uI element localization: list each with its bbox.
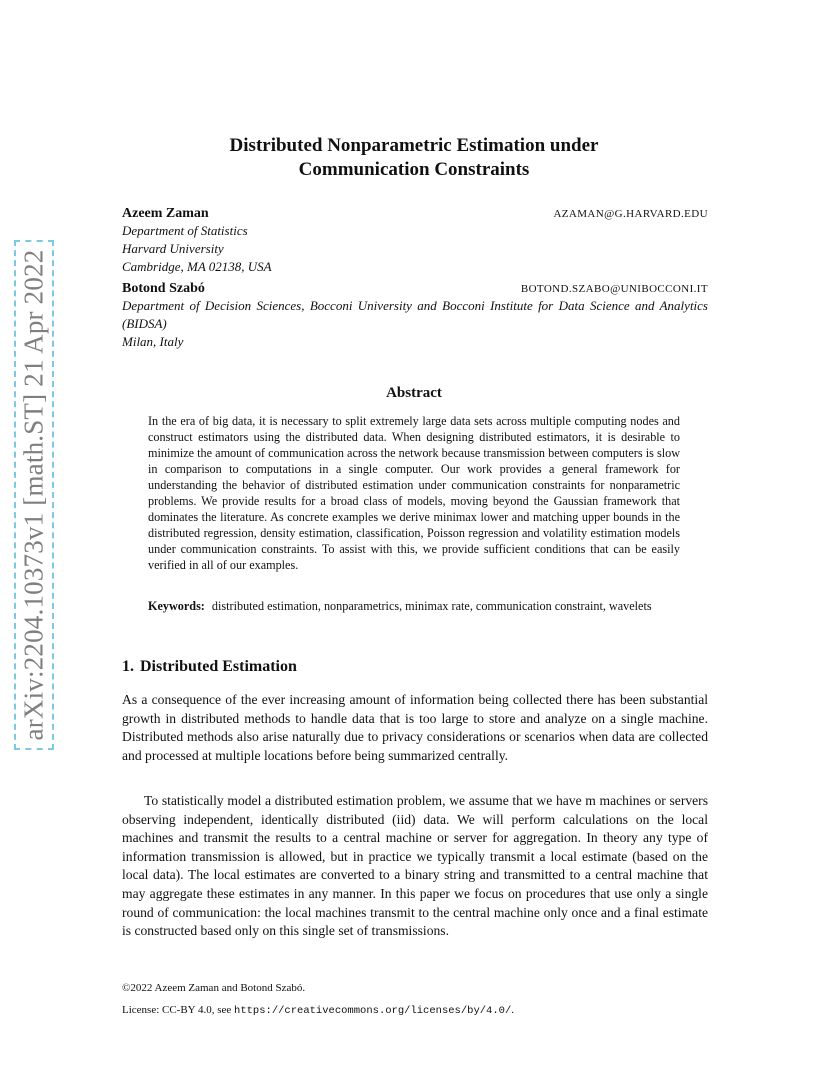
paper-title-line-2: Communication Constraints [298,159,530,180]
author-name: Azeem Zaman [122,206,209,221]
author-affiliation: Harvard University [122,241,224,256]
author-affiliation: Department of Statistics [122,223,248,238]
body-paragraph-2: To statistically model a distributed estimation problem, we assume that we have m machines or servers observing independent, identically distributed (iid) data. We will perform calculations on the local machines and transmit the results to a central machine or server for aggregation. In theory any type of information transmission is allowed, but in practice we typically transmit a local estimate (based on the local data). The local estimates are converted to a binary string and transmitted to a central machine that may aggregate these estimates in any manner. In this paper we focus on procedures that use only a single round of communication: the local machines transmit to the central machine only once and a final estimate is constructed based only on this single set of transmissions. [122,793,708,939]
license-notice [122,1004,708,1017]
paper-title [0,134,828,182]
author-email[interactable]: BOTOND.SZABO@UNIBOCCONI.IT [520,283,708,295]
abstract-heading: Abstract [386,385,442,401]
arxiv-stamp [14,240,54,750]
license-link[interactable]: https://creativecommons.org/licenses/by/4.0/ [234,1005,512,1017]
author-affiliation: Cambridge, MA 02138, USA [122,259,272,274]
author-affiliation: Milan, Italy [122,334,184,349]
section-title: Distributed Estimation [140,658,297,675]
keywords-label: Keywords: [148,599,205,613]
license-prefix: License: CC-BY 4.0, see [122,1004,235,1016]
license-suffix: . [511,1004,515,1016]
author-block-1 [122,206,708,276]
body-paragraph-1: As a consequence of the ever increasing amount of information being collected there has been substantial growth in distributed methods to handle data that is too large to store and analyze on a single machine. Distributed methods also arise naturally due to privacy considerations or scenarios when data are collected and processed at multiple locations before being summarized centrally. [122,692,708,763]
copyright-notice: ©2022 Azeem Zaman and Botond Szabó. [122,982,306,994]
arxiv-identifier: arXiv:2204.10373v1 [math.ST] 21 Apr 2022 [18,249,49,741]
author-affiliation: Department of Decision Sciences, Bocconi University and Bocconi Institute for Data Science and Analytics (BIDSA) [122,298,708,331]
section-number: 1. [122,658,134,675]
keywords [148,598,680,614]
section-heading [122,658,297,676]
abstract-text: In the era of big data, it is necessary to split extremely large data sets across multiple computing nodes and construct estimators using the distributed data. When designing distributed estimators, it is desirable to minimize the amount of communication across the network because transmission between computers is slow in comparison to computations in a single computer. Our work provides a general framework for understanding the behavior of distributed estimation under communication constraints for nonparametric problems. We provide results for a broad class of models, moving beyond the Gaussian framework that dominates the literature. As concrete examples we derive minimax lower and matching upper bounds in the distributed regression, density estimation, classification, Poisson regression and volatility estimation models under communication constraints. To assist with this, we provide sufficient conditions that can be easily verified in all of our examples. [148,414,680,572]
keywords-text: distributed estimation, nonparametrics, minimax rate, communication constraint, wavelets [211,599,652,613]
author-name: Botond Szabó [122,281,205,296]
paper-title-line-1: Distributed Nonparametric Estimation under [229,135,599,156]
author-email[interactable]: AZAMAN@G.HARVARD.EDU [553,208,708,220]
author-block-2 [122,281,708,351]
